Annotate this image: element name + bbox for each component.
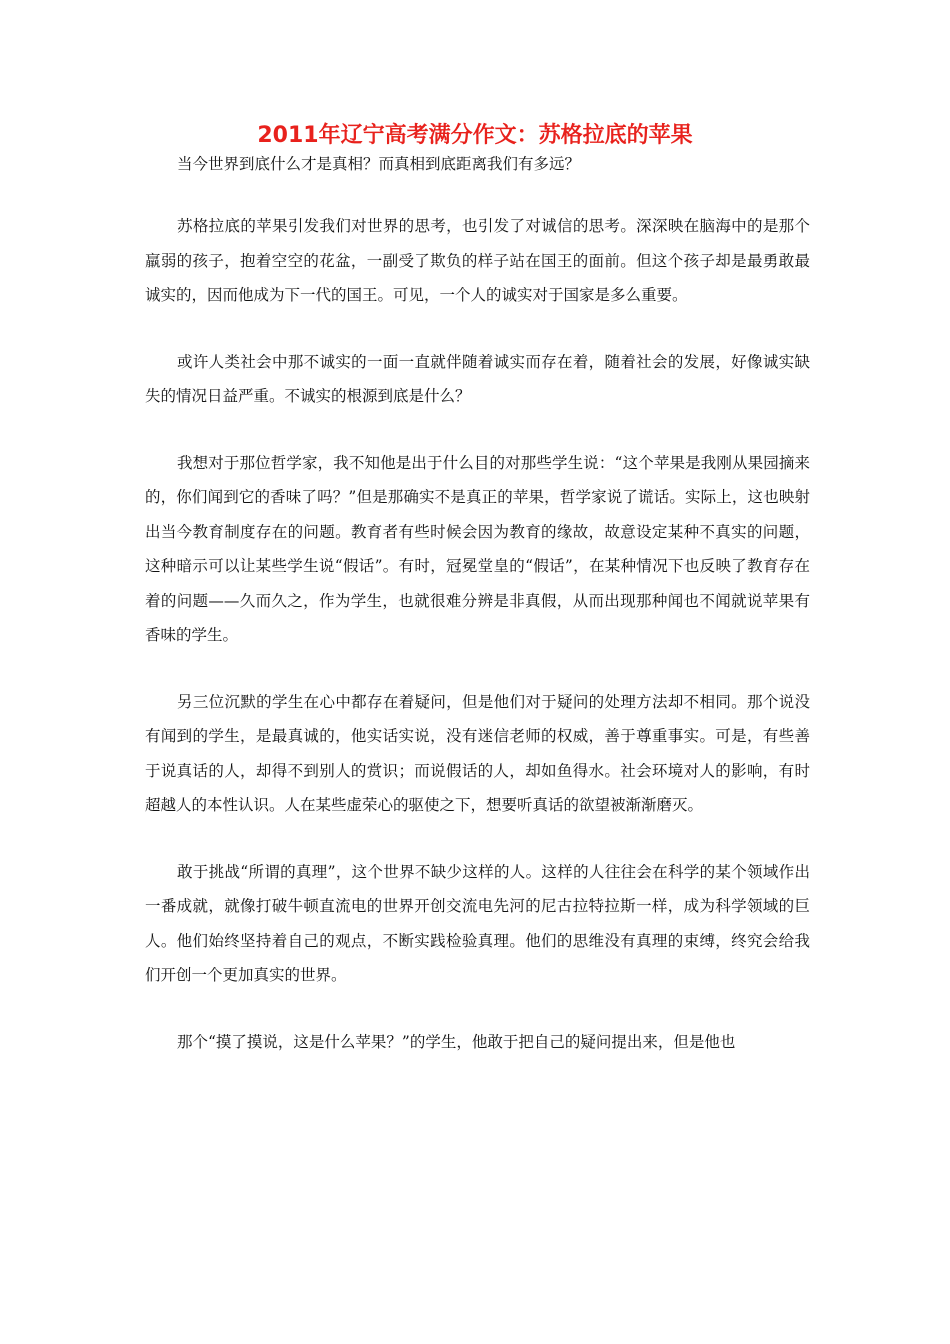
paragraph: 敢于挑战“所谓的真理”，这个世界不缺少这样的人。这样的人往往会在科学的某个领域作出一番成就，就像打破牛顿直流电的世界开创交流电先河的尼古拉特拉斯一样，成为科学领域的巨人。他们始终坚持着自己的观点，不断实践检验真理。他们的思维没有真理的束缚，终究会给我们开创一个更加真实的世界。 (145, 862, 810, 984)
paragraph: 另三位沉默的学生在心中都存在着疑问，但是他们对于疑问的处理方法却不相同。那个说没有闻到的学生，是最真诚的，他实话实说，没有迷信老师的权威，善于尊重事实。可是，有些善于说真话的人，却得不到别人的赏识；而说假话的人，却如鱼得水。社会环境对人的影响，有时超越人的本性认识。人在某些虚荣心的驱使之下，想要听真话的欲望被渐渐磨灭。 (145, 692, 810, 814)
paragraph: 那个“摸了摸说，这是什么苹果？”的学生，他敢于把自己的疑问提出来，但是他也 (177, 1032, 736, 1051)
paragraph: 我想对于那位哲学家，我不知他是出于什么目的对那些学生说：“这个苹果是我刚从果园摘来的，你们闻到它的香味了吗？”但是那确实不是真正的苹果，哲学家说了谎话。实际上，这也映射出当今教育制度存在的问题。教育者有些时候会因为教育的缘故，故意设定某种不真实的问题，这种暗示可以让某些学生说“假话”。有时，冠冕堂皇的“假话”，在某种情况下也反映了教育存在着的问题——久而久之，作为学生，也就很难分辨是非真假，从而出现那种闻也不闻就说苹果有香味的学生。 (145, 453, 810, 644)
intro-line: 当今世界到底什么才是真相？而真相到底距离我们有多远？ (177, 155, 581, 173)
essay-title: 2011年辽宁高考满分作文：苏格拉底的苹果 (257, 123, 693, 148)
paragraph: 苏格拉底的苹果引发我们对世界的思考，也引发了对诚信的思考。深深映在脑海中的是那个羸弱的孩子，抱着空空的花盆，一副受了欺负的样子站在国王的面前。但这个孩子却是最勇敢最诚实的，因而他成为下一代的国王。可见，一个人的诚实对于国家是多么重要。 (145, 217, 810, 304)
paragraph: 或许人类社会中那不诚实的一面一直就伴随着诚实而存在着，随着社会的发展，好像诚实缺失的情况日益严重。不诚实的根源到底是什么？ (145, 352, 810, 405)
essay-body (145, 209, 810, 1091)
